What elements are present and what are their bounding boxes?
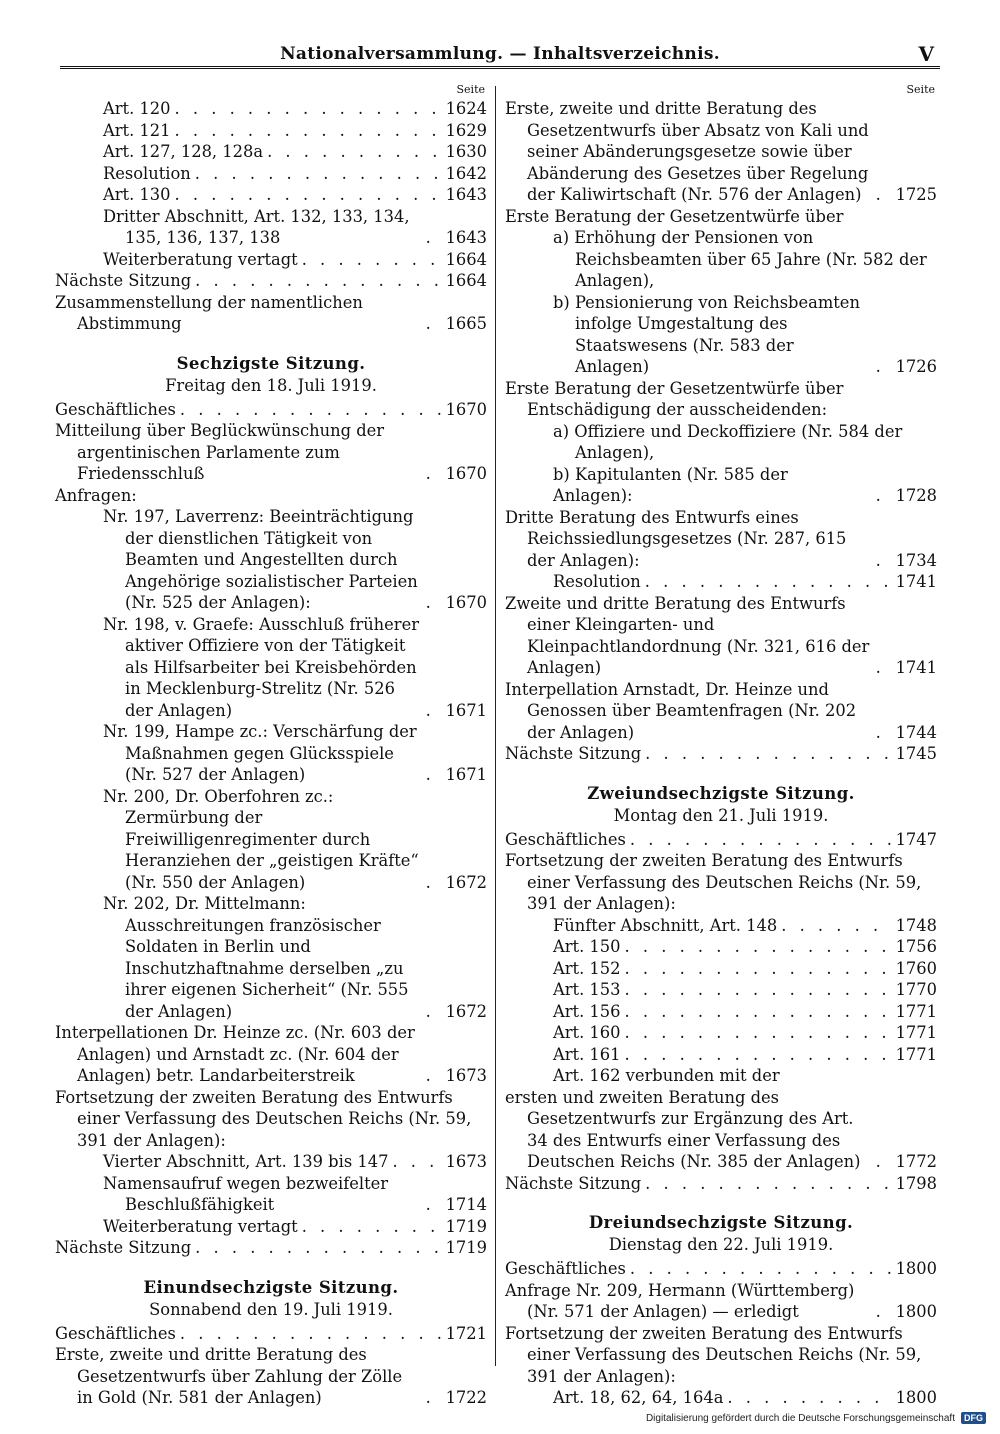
toc-entry [553, 915, 937, 937]
toc-entry [505, 743, 937, 765]
toc-page-number: 1643 [445, 185, 487, 204]
header-rule [60, 66, 940, 69]
session-date: Dienstag den 22. Juli 1919. [608, 1235, 834, 1254]
dfg-logo: DFG [961, 1412, 986, 1424]
toc-entry-text: Nr. 197, Laverrenz: Beeinträchtigung der dienstlichen Tätigkeit von Beamten und Angestellten durch Angehörige sozialistischer Parteien (Nr. 525 der Anlagen): [103, 507, 418, 612]
toc-entry-text: Art. 120 [103, 99, 171, 118]
dot-leader [630, 1258, 892, 1280]
toc-page-number: 1728 [895, 486, 937, 505]
toc-page-number: 1745 [895, 744, 937, 763]
toc-entry-text: Nr. 200, Dr. Oberfohren zc.: Zermürbung der Freiwilligenregimenter durch Heranziehen der „geistigen Kräfte“ (Nr. 550 der Anlagen) [103, 786, 419, 892]
toc-entry [55, 292, 487, 335]
dot-leader [195, 270, 441, 292]
dot-leader [625, 958, 892, 980]
toc-entry [55, 485, 487, 507]
page-title: Nationalversammlung. — Inhaltsverzeichnis. [280, 44, 720, 64]
toc-entry [103, 1173, 487, 1216]
toc-page-number: 1800 [895, 1259, 937, 1278]
toc-entry-text: Anfrage Nr. 209, Hermann (Württemberg) (Nr. 571 der Anlagen) — erledigt [505, 1280, 855, 1321]
dot-leader [302, 249, 442, 271]
toc-page-number: 1800 [895, 1388, 937, 1407]
toc-entry [553, 1022, 937, 1044]
toc-entry-text: Erste Beratung der Gesetzentwürfe über Entschädigung der ausscheidenden: [505, 378, 844, 419]
toc-page-number: 1664 [445, 271, 487, 290]
toc-entry-text: Nächste Sitzung [505, 1173, 642, 1193]
toc-page-number: 1673 [445, 1066, 487, 1085]
toc-entry-text: Fortsetzung der zweiten Beratung des Entwurfs einer Verfassung des Deutschen Reichs (Nr. 59, 391 der Anlagen): [55, 1087, 472, 1150]
page-header [60, 42, 940, 72]
dot-leader [876, 1301, 892, 1323]
toc-entry-text: Nächste Sitzung [55, 1238, 192, 1257]
toc-entry [103, 786, 487, 894]
toc-entry-text: Resolution [103, 163, 191, 183]
dot-leader [426, 764, 442, 786]
dot-leader [876, 1151, 892, 1173]
toc-entry [103, 614, 487, 722]
toc-entry [55, 270, 487, 292]
toc-entry-text: Weiterberatung vertagt [103, 1216, 298, 1236]
toc-entry-text: Zweite und dritte Beratung des Entwurfs einer Kleingarten- und Kleinpachtlandordnung (Nr. 321, 616 der Anlagen) [505, 593, 870, 677]
dot-leader [392, 1151, 441, 1173]
toc-entry [553, 1387, 937, 1409]
toc-entry [55, 1323, 487, 1345]
toc-entry [103, 141, 487, 163]
toc-page-number: 1734 [895, 550, 937, 570]
toc-entry [553, 979, 937, 1001]
toc-entry-text: Nächste Sitzung [55, 271, 192, 290]
toc-page-number: 1670 [445, 464, 487, 483]
toc-entry [553, 936, 937, 958]
toc-entry [553, 292, 937, 378]
toc-entry [505, 1323, 937, 1388]
toc-page-number: 1770 [895, 980, 937, 999]
toc-page-number: 1772 [895, 1152, 937, 1171]
session-date: Montag den 21. Juli 1919. [613, 805, 829, 825]
toc-entry-text: a) Offiziere und Deckoffiziere (Nr. 584 der Anlagen), [553, 421, 903, 462]
toc-entry-text: Art. 161 [553, 1044, 621, 1064]
toc-page-number: 1664 [445, 249, 487, 269]
dot-leader [625, 936, 892, 958]
toc-entry [55, 1237, 487, 1259]
toc-entry [505, 829, 937, 851]
session-heading: Zweiundsechzigste Sitzung. [587, 783, 855, 803]
toc-entry [505, 593, 937, 679]
dot-leader [781, 915, 891, 937]
toc-entry-text: Nächste Sitzung [505, 744, 642, 763]
toc-entry [55, 420, 487, 485]
toc-entry [553, 1065, 937, 1087]
toc-entry-text: Zusammenstellung der namentlichen Abstimmung [55, 292, 363, 333]
toc-page-number: 1643 [445, 228, 487, 247]
toc-page-number: 1673 [445, 1152, 487, 1171]
toc-entry-text: Interpellation Arnstadt, Dr. Heinze und Genossen über Beamtenfragen (Nr. 202 der Anlagen) [505, 679, 857, 742]
toc-entry-text: Nr. 199, Hampe zc.: Verschärfung der Maßnahmen gegen Glücksspiele (Nr. 527 der Anlagen) [103, 722, 417, 784]
toc-entry-text: Vierter Abschnitt, Art. 139 bis 147 [103, 1152, 389, 1171]
toc-entry [103, 1151, 487, 1173]
dot-leader [180, 1323, 442, 1345]
dot-leader [645, 571, 892, 593]
toc-entry [553, 1001, 937, 1023]
left-column-body [55, 98, 487, 1409]
toc-entry-text: Nr. 202, Dr. Mittelmann: Ausschreitungen französischer Soldaten in Berlin und Inschutzhaftnahme derselben „zu ihrer eigenen Sicherheit“ (Nr. 555 der Anlagen) [103, 894, 409, 1021]
dot-leader [426, 592, 442, 614]
toc-entry-text: Art. 18, 62, 64, 164a [553, 1388, 724, 1407]
toc-entry [505, 679, 937, 744]
toc-page-number: 1630 [445, 142, 487, 161]
dot-leader [426, 463, 442, 485]
seite-label: Seite [456, 83, 485, 96]
toc-entry [553, 421, 937, 464]
toc-page-number: 1670 [445, 399, 487, 419]
toc-entry [55, 1087, 487, 1152]
toc-page-number: 1771 [895, 1001, 937, 1021]
toc-page-number: 1760 [895, 958, 937, 978]
toc-entry [505, 98, 937, 206]
dot-leader [426, 227, 442, 249]
dot-leader [625, 1044, 892, 1066]
page-footer [646, 1412, 986, 1424]
dot-leader [645, 1173, 891, 1195]
dot-leader [267, 141, 441, 163]
dot-leader [426, 1194, 442, 1216]
dot-leader [302, 1216, 442, 1238]
toc-entry-text: Nr. 198, v. Graefe: Ausschluß früherer aktiver Offiziere von der Tätigkeit als Hilfsarbeiter bei Kreisbehörden in Mecklenburg-Strelitz (Nr. 526 der Anlagen) [103, 614, 420, 720]
toc-entry-text: b) Pensionierung von Reichsbeamten infolge Umgestaltung des Staatswesens (Nr. 583 der Anlagen) [553, 292, 860, 376]
toc-page-number: 1741 [895, 572, 937, 591]
toc-entry [505, 1258, 937, 1280]
toc-entry [103, 184, 487, 206]
column-divider [495, 86, 496, 1366]
dot-leader [426, 313, 442, 335]
toc-page-number: 1771 [895, 1044, 937, 1064]
dot-leader [426, 700, 442, 722]
dot-leader [175, 120, 442, 142]
toc-entry-text: Geschäftliches [55, 399, 176, 419]
toc-entry-text: Geschäftliches [505, 1259, 626, 1278]
toc-page-number: 1719 [445, 1216, 487, 1236]
toc-entry-text: Mitteilung über Beglückwünschung der argentinischen Parlamente zum Friedensschluß [55, 421, 385, 483]
dot-leader [426, 1387, 442, 1409]
toc-entry [103, 249, 487, 271]
dot-leader [727, 1387, 891, 1409]
session-heading: Sechzigste Sitzung. [176, 353, 366, 373]
toc-entry-text: Erste, zweite und dritte Beratung des Gesetzentwurfs über Absatz von Kali und seiner Abänderungsgesetze sowie über Abänderung des Gesetzes über Regelung der Kaliwirtschaft (Nr. 576 der Anlagen) [505, 99, 869, 204]
dot-leader [876, 550, 892, 572]
toc-entry [505, 378, 937, 421]
toc-page-number: 1672 [445, 1001, 487, 1021]
toc-entry-text: Art. 130 [103, 185, 171, 204]
toc-entry-text: Art. 160 [553, 1023, 621, 1042]
toc-entry-text: Dritter Abschnitt, Art. 132, 133, 134, 135, 136, 137, 138 [103, 206, 410, 247]
toc-entry [553, 227, 937, 292]
toc-page-number: 1747 [895, 829, 937, 849]
toc-page-number: 1671 [445, 765, 487, 784]
toc-entry-text: Art. 152 [553, 958, 621, 978]
page-number: V [918, 42, 934, 66]
dot-leader [876, 184, 892, 206]
dot-leader [175, 184, 442, 206]
toc-entry [103, 1216, 487, 1238]
session-heading: Einundsechzigste Sitzung. [143, 1277, 399, 1297]
dot-leader [645, 743, 891, 765]
toc-page-number: 1741 [895, 658, 937, 677]
toc-entry-text: Erste Beratung der Gesetzentwürfe über [505, 206, 844, 226]
toc-entry [55, 399, 487, 421]
toc-entry [505, 507, 937, 572]
toc-entry [103, 163, 487, 185]
toc-entry [553, 1044, 937, 1066]
toc-entry [553, 571, 937, 593]
toc-page-number: 1722 [445, 1388, 487, 1407]
left-column [55, 82, 487, 1409]
toc-page-number: 1642 [445, 163, 487, 183]
toc-entry [103, 721, 487, 786]
dot-leader [175, 98, 442, 120]
toc-entry [103, 506, 487, 614]
toc-page-number: 1798 [895, 1173, 937, 1193]
seite-label: Seite [906, 83, 935, 96]
toc-entry [103, 206, 487, 249]
toc-entry [103, 120, 487, 142]
dot-leader [876, 657, 892, 679]
toc-page-number: 1714 [445, 1195, 487, 1214]
toc-entry-text: a) Erhöhung der Pensionen von Reichsbeamten über 65 Jahre (Nr. 582 der Anlagen), [553, 228, 927, 290]
dot-leader [625, 1022, 892, 1044]
toc-page-number: 1670 [445, 593, 487, 612]
toc-entry-text: Anfragen: [55, 485, 137, 505]
toc-entry [553, 958, 937, 980]
toc-page-number: 1719 [445, 1238, 487, 1257]
dot-leader [426, 1001, 442, 1023]
toc-page-number: 1624 [445, 99, 487, 118]
toc-entry [505, 1280, 937, 1323]
dot-leader [876, 356, 892, 378]
toc-page-number: 1671 [445, 700, 487, 720]
toc-entry-text: Namensaufruf wegen bezweifelter Beschlußfähigkeit [103, 1173, 389, 1214]
session-heading: Dreiundsechzigste Sitzung. [588, 1213, 854, 1232]
toc-entry-text: b) Kapitulanten (Nr. 585 der Anlagen): [553, 464, 788, 505]
toc-page-number: 1744 [895, 722, 937, 742]
toc-entry [103, 893, 487, 1022]
dot-leader [625, 1001, 892, 1023]
dot-leader [625, 979, 892, 1001]
toc-page-number: 1726 [895, 357, 937, 376]
toc-entry [553, 464, 937, 507]
toc-page-number: 1672 [445, 872, 487, 892]
dot-leader [426, 1065, 442, 1087]
toc-page-number: 1771 [895, 1023, 937, 1042]
toc-entry [505, 206, 937, 228]
session-date: Freitag den 18. Juli 1919. [165, 375, 377, 395]
toc-entry-text: Weiterberatung vertagt [103, 249, 298, 269]
toc-entry-text: Fortsetzung der zweiten Beratung des Entwurfs einer Verfassung des Deutschen Reichs (Nr. 59, 391 der Anlagen): [505, 851, 922, 913]
toc-page-number: 1756 [895, 937, 937, 956]
toc-entry-text: ersten und zweiten Beratung des Gesetzentwurfs zur Ergänzung des Art. 34 des Entwurfs einer Verfassung des Deutschen Reichs (Nr. 385 der Anlagen) [505, 1087, 861, 1171]
toc-entry [103, 98, 487, 120]
toc-page-number: 1800 [895, 1302, 937, 1321]
toc-entry-text: Fortsetzung der zweiten Beratung des Entwurfs einer Verfassung des Deutschen Reichs (Nr. 59, 391 der Anlagen): [505, 1323, 922, 1386]
dot-leader [195, 163, 442, 185]
toc-entry-text: Art. 121 [103, 120, 171, 140]
toc-entry-text: Geschäftliches [505, 829, 626, 849]
toc-entry-text: Dritte Beratung des Entwurfs eines Reichssiedlungsgesetzes (Nr. 287, 615 der Anlagen): [505, 507, 847, 570]
toc-entry [505, 1087, 937, 1173]
toc-entry-text: Art. 162 verbunden mit der [553, 1066, 780, 1085]
toc-entry-text: Fünfter Abschnitt, Art. 148 [553, 915, 778, 935]
dot-leader [195, 1237, 441, 1259]
right-column-body [505, 98, 937, 1409]
toc-page-number: 1721 [445, 1323, 487, 1343]
toc-entry-text: Art. 156 [553, 1001, 621, 1021]
toc-page-number: 1725 [895, 185, 937, 204]
toc-entry-text: Erste, zweite und dritte Beratung des Gesetzentwurfs über Zahlung der Zölle in Gold (Nr. 581 der Anlagen) [55, 1345, 403, 1407]
footer-credit: Digitalisierung gefördert durch die Deutsche Forschungsgemeinschaft [645, 1412, 955, 1424]
toc-entry [505, 850, 937, 915]
dot-leader [876, 485, 892, 507]
toc-page-number: 1748 [895, 915, 937, 935]
session-date: Sonnabend den 19. Juli 1919. [149, 1299, 393, 1319]
dot-leader [426, 872, 442, 894]
toc-entry [505, 1173, 937, 1195]
dot-leader [630, 829, 892, 851]
toc-entry [55, 1344, 487, 1409]
toc-entry-text: Art. 127, 128, 128a [103, 142, 264, 161]
toc-entry-text: Resolution [553, 572, 641, 591]
toc-page-number: 1629 [445, 120, 487, 140]
toc-entry-text: Art. 150 [553, 937, 621, 956]
toc-entry-text: Geschäftliches [55, 1323, 176, 1343]
right-column [505, 82, 937, 1409]
toc-entry [55, 1022, 487, 1087]
toc-entry-text: Interpellationen Dr. Heinze zc. (Nr. 603 der Anlagen) und Arnstadt zc. (Nr. 604 der Anlagen) betr. Landarbeiterstreik [55, 1023, 415, 1085]
toc-entry-text: Art. 153 [553, 980, 621, 999]
dot-leader [180, 399, 442, 421]
toc-page-number: 1665 [445, 314, 487, 333]
dot-leader [876, 722, 892, 744]
